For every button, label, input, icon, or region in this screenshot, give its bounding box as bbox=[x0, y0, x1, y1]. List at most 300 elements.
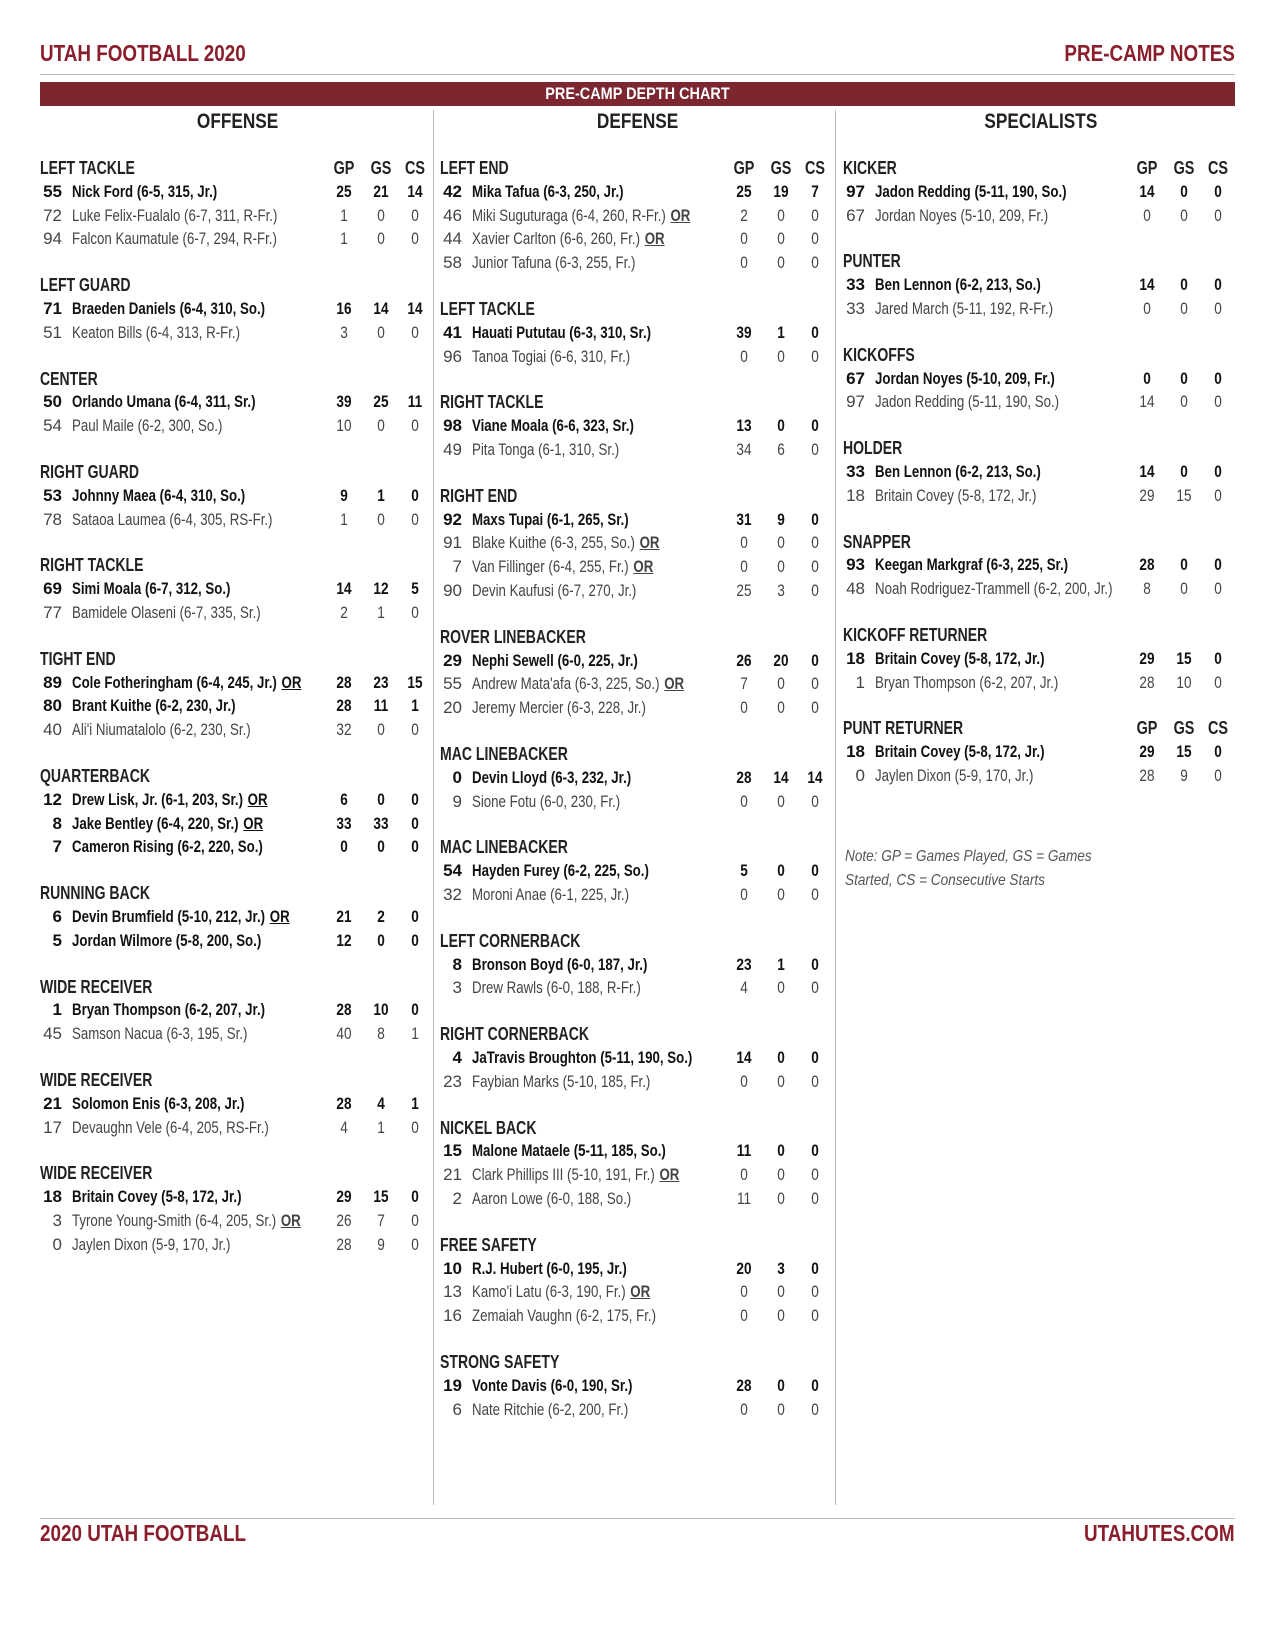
player-info bbox=[72, 414, 222, 438]
jersey-number: 1 bbox=[855, 672, 865, 692]
player-row bbox=[440, 696, 836, 720]
player-name: Sione Fotu (6-0, 230, Fr.) bbox=[472, 791, 621, 811]
games-played: 32 bbox=[336, 720, 352, 740]
player-name: Maxs Tupai (6-1, 265, Sr.) bbox=[472, 509, 629, 529]
player-name: Pita Tonga (6-1, 310, Sr.) bbox=[472, 439, 620, 459]
player-info bbox=[472, 1139, 666, 1163]
games-played: 28 bbox=[336, 672, 352, 692]
player-info bbox=[875, 647, 1045, 671]
position-heading: PUNTER bbox=[843, 251, 901, 272]
position-heading: LEFT CORNERBACK bbox=[440, 930, 581, 951]
games-played: 7 bbox=[740, 674, 748, 694]
player-name: Tanoa Togiai (6-6, 310, Fr.) bbox=[472, 346, 631, 366]
consecutive-starts: 0 bbox=[811, 1375, 819, 1395]
games-started: 14 bbox=[773, 767, 789, 787]
position-group bbox=[843, 716, 1238, 787]
games-played: 0 bbox=[1143, 368, 1151, 388]
jersey-number: 89 bbox=[43, 672, 62, 692]
player-row bbox=[40, 297, 436, 321]
jersey-number: 50 bbox=[43, 392, 62, 412]
player-row bbox=[843, 764, 1238, 788]
position-heading: RIGHT TACKLE bbox=[440, 392, 544, 413]
or-marker: OR bbox=[633, 557, 654, 577]
consecutive-starts: 0 bbox=[1214, 461, 1222, 481]
position-group bbox=[40, 553, 436, 624]
games-started: 2 bbox=[377, 906, 385, 926]
player-info bbox=[472, 883, 629, 907]
player-name: Solomon Enis (6-3, 208, Jr.) bbox=[72, 1093, 245, 1113]
player-row bbox=[440, 180, 836, 204]
player-name: Devin Brumfield (5-10, 212, Jr.) bbox=[72, 906, 266, 926]
consecutive-starts: 1 bbox=[411, 1093, 419, 1113]
player-row bbox=[440, 953, 836, 977]
jersey-number: 91 bbox=[443, 533, 462, 553]
games-started: 0 bbox=[377, 416, 385, 436]
player-row bbox=[40, 321, 436, 345]
position-heading: NICKEL BACK bbox=[440, 1117, 537, 1138]
position-heading: WIDE RECEIVER bbox=[40, 976, 153, 997]
consecutive-starts: 0 bbox=[411, 813, 419, 833]
player-name: Falcon Kaumatule (6-7, 294, R-Fr.) bbox=[72, 229, 277, 249]
games-played: 0 bbox=[740, 533, 748, 553]
games-started: 0 bbox=[377, 322, 385, 342]
player-info bbox=[72, 788, 268, 812]
player-row bbox=[440, 672, 836, 696]
games-played: 0 bbox=[340, 837, 348, 857]
games-started: 12 bbox=[373, 579, 389, 599]
player-row bbox=[40, 671, 436, 695]
games-played: 26 bbox=[336, 1210, 352, 1230]
consecutive-starts: 14 bbox=[407, 298, 423, 318]
consecutive-starts: 0 bbox=[811, 509, 819, 529]
jersey-number: 7 bbox=[52, 837, 62, 857]
player-row bbox=[40, 1209, 436, 1233]
games-started: 0 bbox=[377, 205, 385, 225]
consecutive-starts: 0 bbox=[411, 837, 419, 857]
player-info bbox=[72, 671, 301, 695]
games-started: 11 bbox=[373, 696, 389, 716]
consecutive-starts: 0 bbox=[811, 1258, 819, 1278]
position-group bbox=[40, 460, 436, 531]
games-started: 19 bbox=[773, 181, 789, 201]
player-row bbox=[440, 1374, 836, 1398]
games-started: 0 bbox=[777, 416, 785, 436]
or-marker: OR bbox=[281, 672, 302, 692]
stat-header-cs: CS bbox=[404, 158, 425, 178]
jersey-number: 45 bbox=[43, 1024, 62, 1044]
player-row bbox=[40, 718, 436, 742]
position-group bbox=[40, 156, 436, 251]
games-played: 28 bbox=[1139, 672, 1155, 692]
position-group bbox=[40, 273, 436, 344]
games-played: 8 bbox=[1143, 579, 1151, 599]
player-row bbox=[40, 180, 436, 204]
games-started: 0 bbox=[1180, 181, 1188, 201]
consecutive-starts: 0 bbox=[811, 1165, 819, 1185]
player-name: Paul Maile (6-2, 300, So.) bbox=[72, 416, 223, 436]
player-name: Keaton Bills (6-4, 313, R-Fr.) bbox=[72, 322, 241, 342]
games-played: 28 bbox=[736, 767, 752, 787]
consecutive-starts: 0 bbox=[1214, 275, 1222, 295]
player-info bbox=[72, 1185, 242, 1209]
consecutive-starts: 0 bbox=[1214, 368, 1222, 388]
player-row bbox=[40, 601, 436, 625]
position-group bbox=[440, 1350, 836, 1421]
player-row bbox=[440, 976, 836, 1000]
player-row bbox=[40, 1022, 436, 1046]
player-name: Jordan Noyes (5-10, 209, Fr.) bbox=[875, 368, 1055, 388]
jersey-number: 49 bbox=[443, 439, 462, 459]
player-name: Britain Covey (5-8, 172, Jr.) bbox=[72, 1187, 242, 1207]
jersey-number: 42 bbox=[443, 181, 462, 201]
games-started: 0 bbox=[777, 674, 785, 694]
player-name: Devin Lloyd (6-3, 232, Jr.) bbox=[472, 767, 632, 787]
column-title: SPECIALISTS bbox=[984, 110, 1097, 133]
player-row bbox=[440, 345, 836, 369]
consecutive-starts: 0 bbox=[811, 533, 819, 553]
stat-header-cs: CS bbox=[804, 158, 825, 178]
player-info bbox=[72, 508, 272, 532]
jersey-number: 72 bbox=[43, 205, 62, 225]
player-name: Cole Fotheringham (6-4, 245, Jr.) bbox=[72, 672, 277, 692]
consecutive-starts: 14 bbox=[407, 181, 423, 201]
player-name: Britain Covey (5-8, 172, Jr.) bbox=[875, 485, 1037, 505]
player-row bbox=[843, 553, 1238, 577]
consecutive-starts: 0 bbox=[1214, 765, 1222, 785]
player-row bbox=[40, 905, 436, 929]
player-name: Nephi Sewell (6-0, 225, Jr.) bbox=[472, 650, 638, 670]
games-started: 6 bbox=[777, 439, 785, 459]
jersey-number: 21 bbox=[43, 1093, 62, 1113]
player-name: Kamo'i Latu (6-3, 190, Fr.) bbox=[472, 1282, 626, 1302]
games-started: 0 bbox=[777, 533, 785, 553]
stat-header-gs: GS bbox=[1173, 718, 1195, 739]
player-name: Junior Tafuna (6-3, 255, Fr.) bbox=[472, 253, 636, 273]
games-started: 0 bbox=[377, 229, 385, 249]
or-marker: OR bbox=[670, 205, 691, 225]
jersey-number: 9 bbox=[452, 791, 462, 811]
player-row bbox=[40, 508, 436, 532]
games-played: 0 bbox=[740, 229, 748, 249]
player-row bbox=[440, 555, 836, 579]
player-row bbox=[440, 1046, 836, 1070]
jersey-number: 33 bbox=[846, 298, 865, 318]
jersey-number: 23 bbox=[443, 1071, 462, 1091]
player-info bbox=[72, 1022, 247, 1046]
games-started: 0 bbox=[1180, 555, 1188, 575]
consecutive-starts: 15 bbox=[407, 672, 423, 692]
player-info bbox=[472, 321, 651, 345]
games-started: 0 bbox=[777, 1141, 785, 1161]
games-started: 0 bbox=[777, 1071, 785, 1091]
games-played: 28 bbox=[336, 1000, 352, 1020]
player-row bbox=[843, 740, 1238, 764]
jersey-number: 97 bbox=[846, 392, 865, 412]
games-played: 40 bbox=[336, 1024, 352, 1044]
games-played: 29 bbox=[1139, 485, 1155, 505]
player-row bbox=[40, 1233, 436, 1257]
games-started: 21 bbox=[373, 181, 389, 201]
player-row bbox=[40, 812, 436, 836]
player-info bbox=[72, 835, 263, 859]
header-divider bbox=[40, 74, 1235, 75]
player-info bbox=[472, 1280, 650, 1304]
player-info bbox=[472, 1257, 627, 1281]
consecutive-starts: 0 bbox=[811, 650, 819, 670]
player-name: Malone Mataele (5-11, 185, So.) bbox=[472, 1141, 666, 1161]
position-heading: WIDE RECEIVER bbox=[40, 1163, 153, 1184]
consecutive-starts: 14 bbox=[807, 767, 823, 787]
games-started: 0 bbox=[777, 1375, 785, 1395]
games-played: 5 bbox=[740, 861, 748, 881]
player-row bbox=[440, 766, 836, 790]
player-row bbox=[40, 484, 436, 508]
player-info bbox=[472, 1070, 650, 1094]
consecutive-starts: 0 bbox=[1214, 742, 1222, 762]
player-info bbox=[472, 204, 690, 228]
player-info bbox=[875, 273, 1041, 297]
stat-header-gs: GS bbox=[770, 158, 792, 178]
games-played: 25 bbox=[736, 580, 752, 600]
jersey-number: 40 bbox=[43, 720, 62, 740]
column-title: OFFENSE bbox=[197, 110, 279, 133]
games-played: 1 bbox=[340, 205, 348, 225]
position-group bbox=[440, 1233, 836, 1328]
games-played: 0 bbox=[1143, 205, 1151, 225]
games-played: 29 bbox=[336, 1187, 352, 1207]
consecutive-starts: 0 bbox=[811, 674, 819, 694]
games-started: 0 bbox=[1180, 579, 1188, 599]
column-divider bbox=[835, 110, 836, 1505]
games-started: 0 bbox=[1180, 275, 1188, 295]
games-started: 0 bbox=[777, 557, 785, 577]
games-started: 1 bbox=[377, 1117, 385, 1137]
position-group bbox=[40, 881, 436, 952]
player-info bbox=[875, 460, 1041, 484]
games-started: 0 bbox=[377, 720, 385, 740]
player-info bbox=[472, 976, 641, 1000]
consecutive-starts: 0 bbox=[811, 416, 819, 436]
position-heading: LEFT TACKLE bbox=[40, 158, 135, 178]
player-row bbox=[440, 1163, 836, 1187]
stats-note: Note: GP = Games Played, GS = Games Started, CS = Consecutive Starts bbox=[845, 848, 1092, 889]
consecutive-starts: 0 bbox=[1214, 579, 1222, 599]
stat-header-gp: GP bbox=[1136, 158, 1158, 178]
position-heading: MAC LINEBACKER bbox=[440, 837, 568, 858]
games-played: 11 bbox=[736, 1141, 752, 1161]
games-played: 0 bbox=[740, 1071, 748, 1091]
jersey-number: 94 bbox=[43, 229, 62, 249]
games-played: 28 bbox=[1139, 765, 1155, 785]
jersey-number: 80 bbox=[43, 696, 62, 716]
jersey-number: 3 bbox=[52, 1210, 62, 1230]
player-info bbox=[72, 718, 251, 742]
player-info bbox=[72, 1233, 230, 1257]
jersey-number: 67 bbox=[846, 368, 865, 388]
games-started: 15 bbox=[1176, 742, 1192, 762]
player-row bbox=[440, 649, 836, 673]
player-name: Britain Covey (5-8, 172, Jr.) bbox=[875, 742, 1045, 762]
games-started: 0 bbox=[1180, 461, 1188, 481]
player-row bbox=[440, 1187, 836, 1211]
player-row bbox=[843, 390, 1238, 414]
player-name: Orlando Umana (6-4, 311, Sr.) bbox=[72, 392, 256, 412]
position-heading: SNAPPER bbox=[843, 531, 911, 552]
jersey-number: 13 bbox=[443, 1282, 462, 1302]
consecutive-starts: 0 bbox=[1214, 485, 1222, 505]
games-started: 15 bbox=[1176, 485, 1192, 505]
games-played: 11 bbox=[736, 1188, 752, 1208]
consecutive-starts: 0 bbox=[811, 1282, 819, 1302]
player-info bbox=[472, 1374, 632, 1398]
or-marker: OR bbox=[243, 813, 264, 833]
player-row bbox=[843, 297, 1238, 321]
footer-title: 2020 UTAH FOOTBALL bbox=[40, 1520, 247, 1546]
jersey-number: 46 bbox=[443, 205, 462, 225]
jersey-number: 92 bbox=[443, 509, 462, 529]
jersey-number: 6 bbox=[452, 1399, 462, 1419]
player-info bbox=[472, 696, 646, 720]
consecutive-starts: 0 bbox=[811, 346, 819, 366]
player-info bbox=[472, 227, 665, 251]
position-group bbox=[440, 484, 836, 603]
player-name: Hauati Pututau (6-3, 310, Sr.) bbox=[472, 322, 652, 342]
games-started: 0 bbox=[377, 509, 385, 529]
jersey-number: 17 bbox=[43, 1117, 62, 1137]
consecutive-starts: 0 bbox=[411, 322, 419, 342]
player-name: Ben Lennon (6-2, 213, So.) bbox=[875, 461, 1041, 481]
player-name: Viane Moala (6-6, 323, Sr.) bbox=[472, 416, 634, 436]
jersey-number: 6 bbox=[52, 906, 62, 926]
jersey-number: 21 bbox=[443, 1165, 462, 1185]
games-played: 34 bbox=[736, 439, 752, 459]
consecutive-starts: 0 bbox=[411, 1000, 419, 1020]
games-started: 0 bbox=[777, 205, 785, 225]
player-info bbox=[875, 367, 1055, 391]
jersey-number: 58 bbox=[443, 253, 462, 273]
player-name: Jadon Redding (5-11, 190, So.) bbox=[875, 181, 1067, 201]
player-row bbox=[440, 251, 836, 275]
position-heading: RIGHT END bbox=[440, 485, 518, 506]
player-row bbox=[40, 414, 436, 438]
games-played: 2 bbox=[740, 205, 748, 225]
depth-chart-banner bbox=[40, 82, 1235, 106]
consecutive-starts: 0 bbox=[411, 1187, 419, 1207]
position-group bbox=[440, 297, 836, 368]
consecutive-starts: 0 bbox=[1214, 392, 1222, 412]
consecutive-starts: 0 bbox=[411, 205, 419, 225]
player-row bbox=[843, 273, 1238, 297]
consecutive-starts: 0 bbox=[411, 602, 419, 622]
player-info bbox=[875, 297, 1053, 321]
games-started: 15 bbox=[1176, 648, 1192, 668]
games-played: 25 bbox=[336, 181, 352, 201]
player-info bbox=[472, 180, 624, 204]
games-played: 0 bbox=[740, 698, 748, 718]
games-played: 28 bbox=[336, 696, 352, 716]
player-row bbox=[843, 577, 1238, 601]
position-heading: RIGHT GUARD bbox=[40, 462, 140, 482]
games-started: 0 bbox=[777, 1165, 785, 1185]
games-started: 10 bbox=[1176, 672, 1192, 692]
games-started: 1 bbox=[377, 485, 385, 505]
player-info bbox=[72, 905, 290, 929]
player-row bbox=[440, 579, 836, 603]
player-row bbox=[440, 321, 836, 345]
games-played: 14 bbox=[736, 1047, 752, 1067]
stat-header-cs: CS bbox=[1207, 158, 1228, 178]
consecutive-starts: 0 bbox=[811, 954, 819, 974]
footer-divider bbox=[40, 1518, 1235, 1519]
footer-website: UTAHUTES.COM bbox=[1084, 1520, 1235, 1546]
player-info bbox=[472, 414, 634, 438]
stat-header-gp: GP bbox=[1136, 718, 1158, 739]
player-name: Blake Kuithe (6-3, 255, So.) bbox=[472, 533, 635, 553]
player-row bbox=[440, 1398, 836, 1422]
position-heading: CENTER bbox=[40, 368, 98, 389]
games-started: 23 bbox=[373, 672, 389, 692]
games-played: 4 bbox=[340, 1117, 348, 1137]
player-row bbox=[843, 647, 1238, 671]
player-row bbox=[40, 1116, 436, 1140]
player-name: Keegan Markgraf (6-3, 225, Sr.) bbox=[875, 555, 1069, 575]
jersey-number: 29 bbox=[443, 650, 462, 670]
games-played: 9 bbox=[340, 485, 348, 505]
consecutive-starts: 0 bbox=[411, 229, 419, 249]
jersey-number: 18 bbox=[846, 742, 865, 762]
jersey-number: 32 bbox=[443, 884, 462, 904]
position-group bbox=[843, 249, 1238, 320]
consecutive-starts: 0 bbox=[811, 1141, 819, 1161]
player-name: Van Fillinger (6-4, 255, Fr.) bbox=[472, 557, 629, 577]
consecutive-starts: 11 bbox=[407, 392, 423, 412]
player-info bbox=[72, 180, 217, 204]
consecutive-starts: 0 bbox=[811, 1071, 819, 1091]
games-played: 4 bbox=[740, 978, 748, 998]
consecutive-starts: 0 bbox=[811, 1399, 819, 1419]
player-name: Bronson Boyd (6-0, 187, Jr.) bbox=[472, 954, 648, 974]
position-group bbox=[440, 742, 836, 813]
consecutive-starts: 7 bbox=[811, 181, 819, 201]
consecutive-starts: 0 bbox=[411, 930, 419, 950]
player-name: Devaughn Vele (6-4, 205, RS-Fr.) bbox=[72, 1117, 269, 1137]
player-row bbox=[440, 204, 836, 228]
consecutive-starts: 0 bbox=[411, 720, 419, 740]
consecutive-starts: 0 bbox=[411, 416, 419, 436]
jersey-number: 18 bbox=[43, 1187, 62, 1207]
player-info bbox=[472, 1187, 631, 1211]
consecutive-starts: 0 bbox=[811, 1047, 819, 1067]
consecutive-starts: 0 bbox=[811, 884, 819, 904]
games-started: 1 bbox=[377, 602, 385, 622]
games-played: 0 bbox=[740, 557, 748, 577]
player-row bbox=[40, 835, 436, 859]
position-heading: STRONG SAFETY bbox=[440, 1352, 560, 1372]
player-info bbox=[72, 1209, 301, 1233]
player-row bbox=[40, 929, 436, 953]
player-name: Zemaiah Vaughn (6-2, 175, Fr.) bbox=[472, 1306, 657, 1326]
player-name: Faybian Marks (5-10, 185, Fr.) bbox=[472, 1071, 651, 1091]
player-row bbox=[440, 414, 836, 438]
player-info bbox=[472, 766, 631, 790]
games-played: 16 bbox=[336, 298, 352, 318]
games-started: 0 bbox=[777, 861, 785, 881]
games-started: 9 bbox=[377, 1234, 385, 1254]
games-started: 4 bbox=[377, 1093, 385, 1113]
jersey-number: 96 bbox=[443, 346, 462, 366]
consecutive-starts: 0 bbox=[811, 557, 819, 577]
player-name: Simi Moala (6-7, 312, So.) bbox=[72, 579, 231, 599]
